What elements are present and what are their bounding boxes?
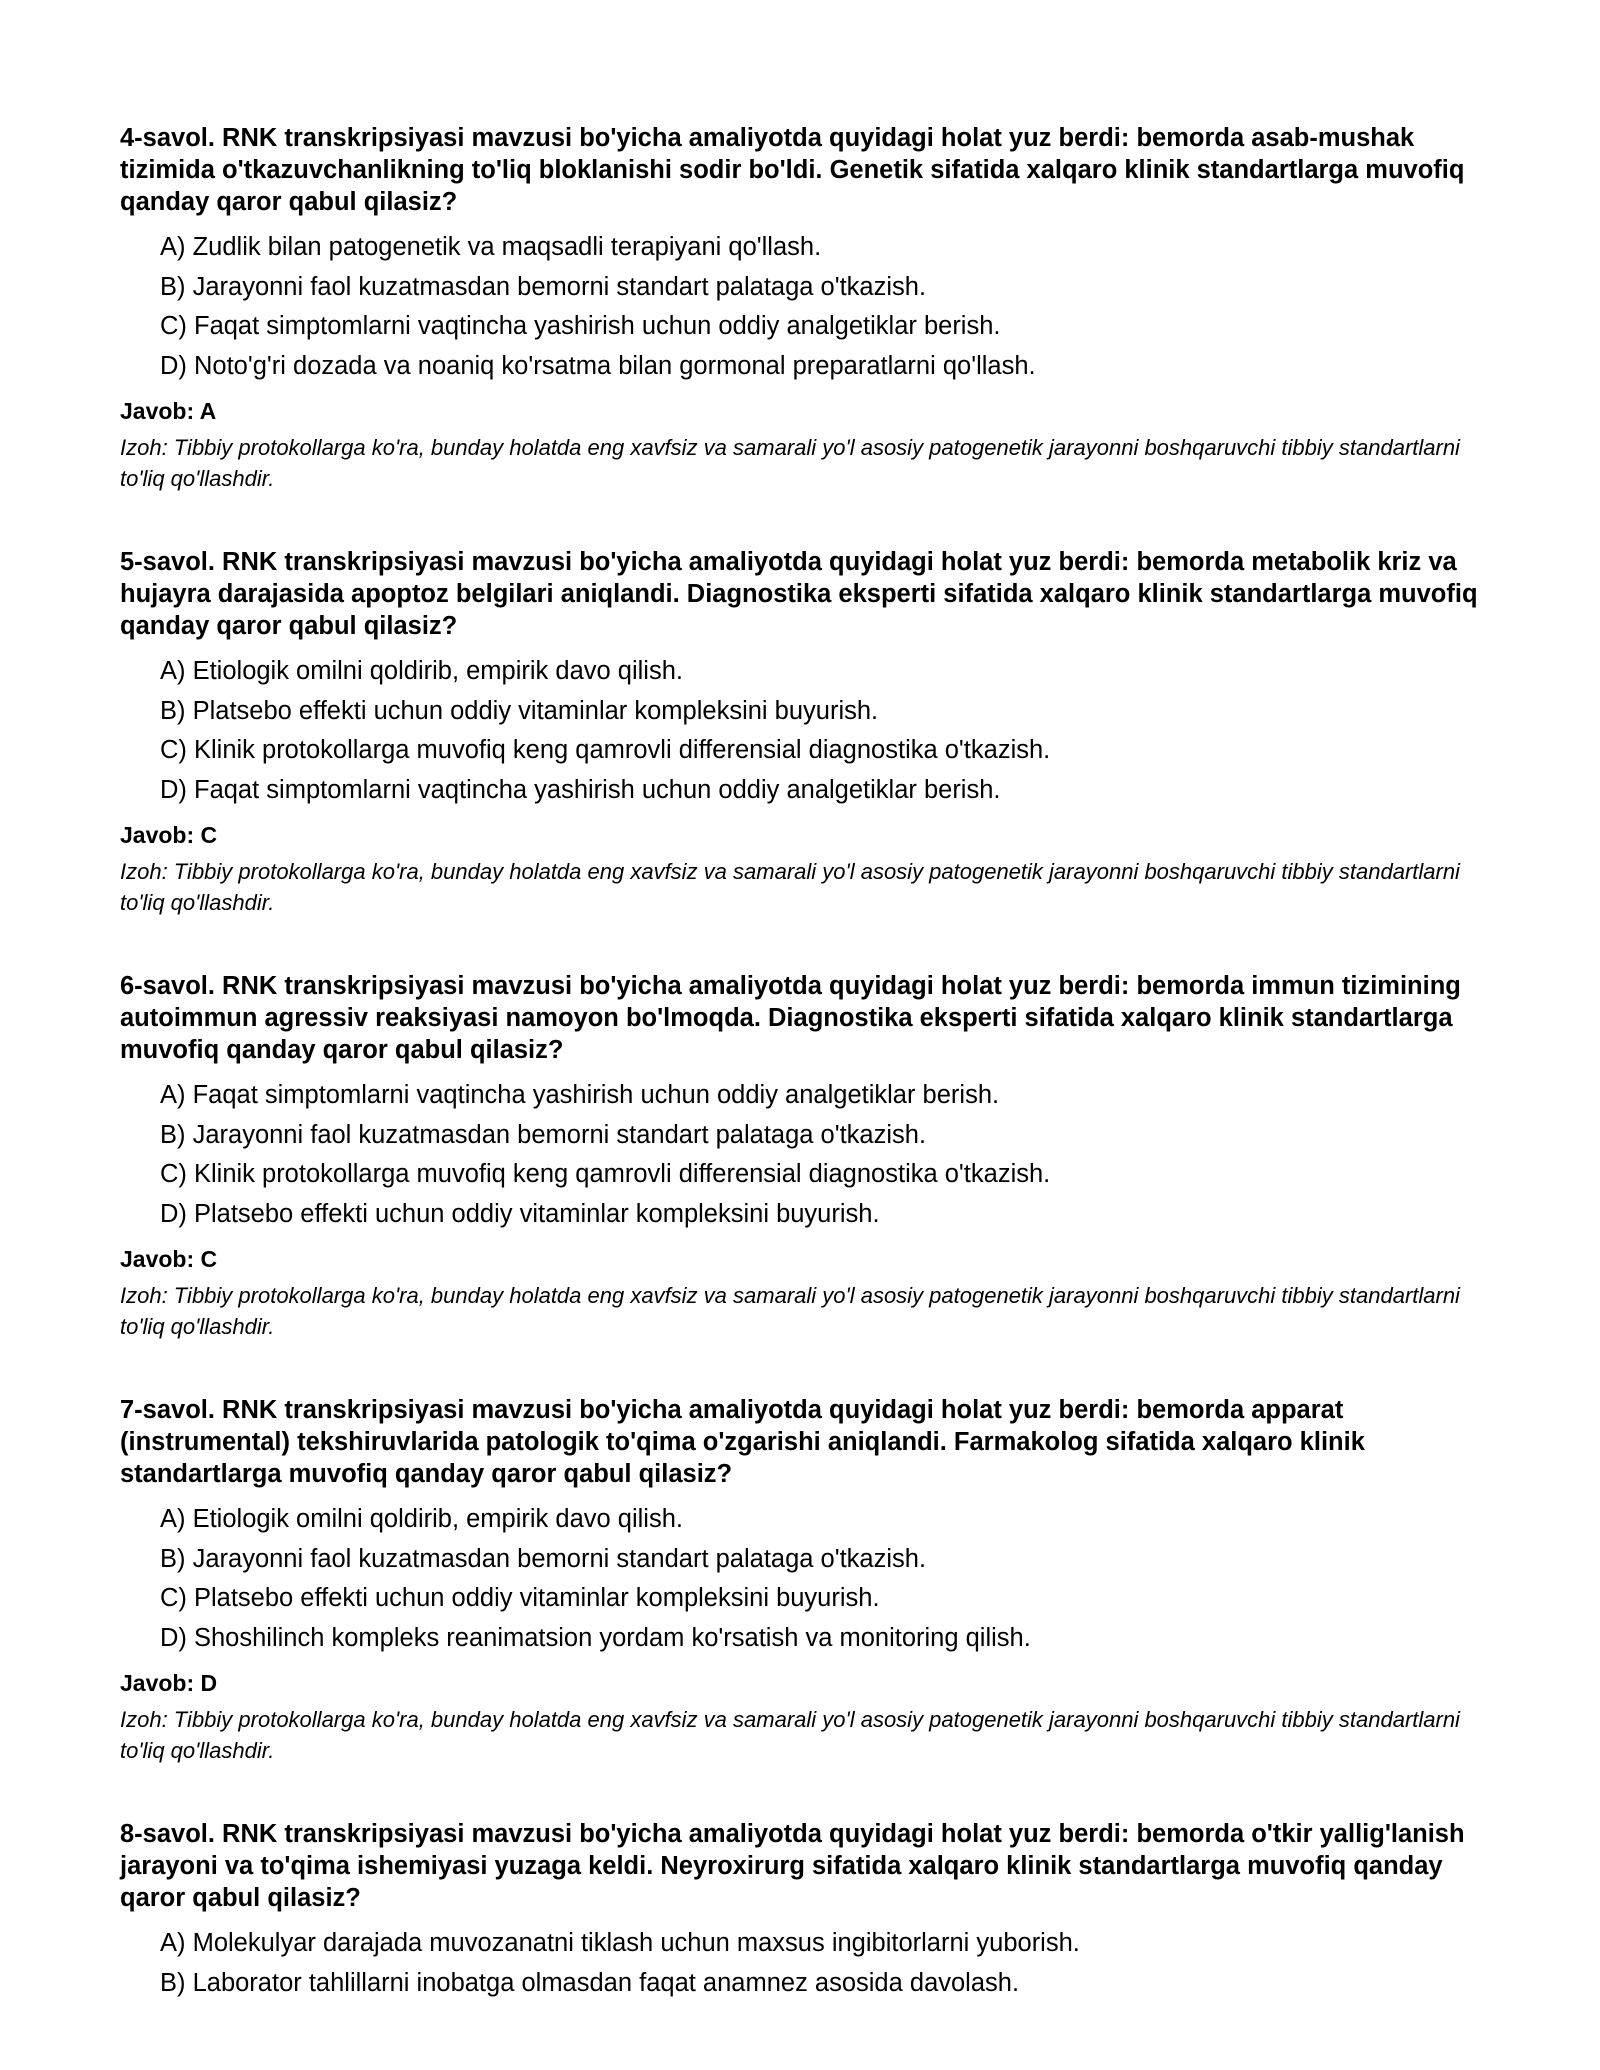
option-a: A) Etiologik omilni qoldirib, empirik davo qilish. bbox=[160, 657, 683, 685]
option-d: D) Platsebo effekti uchun oddiy vitaminlar kompleksini buyurish. bbox=[160, 1199, 880, 1228]
question-title: 5-savol. RNK transkripsiyasi mavzusi bo'yicha amaliyotda quyidagi holat yuz berdi: bemorda metabolik kriz va hujayra darajasida apoptoz belgilari aniqlandi. Diagnostika eksperti sifatida xalqaro klinik standartlarga muvofiq qanday qaror qabul qilasiz? bbox=[120, 548, 1478, 640]
question-8 bbox=[120, 1818, 1480, 2003]
option-b: B) Jarayonni faol kuzatmasdan bemorni standart palataga o'tkazish. bbox=[160, 1120, 927, 1149]
option-d: D) Noto'g'ri dozada va noaniq ko'rsatma bilan gormonal preparatlarni qo'llash. bbox=[160, 351, 1036, 380]
answer-label: Javob: D bbox=[120, 1670, 218, 1696]
option-a: A) Faqat simptomlarni vaqtincha yashirish uchun oddiy analgetiklar berish. bbox=[160, 1081, 1000, 1109]
option-list bbox=[120, 1924, 1480, 2003]
explanation-note: Izoh: Tibbiy protokollarga ko'ra, bunday holatda eng xavfsiz va samarali yo'l asosiy patogenetik jarayonni boshqaruvchi tibbiy standartlarni to'liq qo'llashdir. bbox=[120, 1283, 1460, 1339]
answer-label: Javob: A bbox=[120, 398, 217, 424]
option-c: C) Faqat simptomlarni vaqtincha yashirish uchun oddiy analgetiklar berish. bbox=[160, 312, 1001, 340]
question-7 bbox=[120, 1394, 1480, 1766]
question-4 bbox=[120, 122, 1480, 494]
question-title: 8-savol. RNK transkripsiyasi mavzusi bo'yicha amaliyotda quyidagi holat yuz berdi: bemorda o'tkir yallig'lanish jarayoni va to'qima ishemiyasi yuzaga keldi. Neyroxirurg sifatida xalqaro klinik standartlarga muvofiq qanday qaror qabul qilasiz? bbox=[120, 1820, 1465, 1912]
explanation-note: Izoh: Tibbiy protokollarga ko'ra, bunday holatda eng xavfsiz va samarali yo'l asosiy patogenetik jarayonni boshqaruvchi tibbiy standartlarni to'liq qo'llashdir. bbox=[120, 1707, 1460, 1763]
explanation-note: Izoh: Tibbiy protokollarga ko'ra, bunday holatda eng xavfsiz va samarali yo'l asosiy patogenetik jarayonni boshqaruvchi tibbiy standartlarni to'liq qo'llashdir. bbox=[120, 859, 1460, 915]
option-d: D) Faqat simptomlarni vaqtincha yashirish uchun oddiy analgetiklar berish. bbox=[160, 775, 1001, 804]
question-5 bbox=[120, 546, 1480, 918]
option-list bbox=[120, 1076, 1480, 1234]
option-b: B) Jarayonni faol kuzatmasdan bemorni standart palataga o'tkazish. bbox=[160, 272, 927, 301]
document-page bbox=[120, 122, 1480, 2055]
option-b: B) Laborator tahlillarni inobatga olmasdan faqat anamnez asosida davolash. bbox=[160, 1968, 1020, 1997]
question-6 bbox=[120, 970, 1480, 1342]
option-list bbox=[120, 1500, 1480, 1658]
answer-label: Javob: C bbox=[120, 822, 218, 848]
option-a: A) Etiologik omilni qoldirib, empirik davo qilish. bbox=[160, 1505, 683, 1533]
option-a: A) Zudlik bilan patogenetik va maqsadli terapiyani qo'llash. bbox=[160, 233, 822, 261]
option-list bbox=[120, 652, 1480, 810]
answer-label: Javob: C bbox=[120, 1246, 218, 1272]
question-title: 7-savol. RNK transkripsiyasi mavzusi bo'yicha amaliyotda quyidagi holat yuz berdi: bemorda apparat (instrumental) tekshiruvlarida patologik to'qima o'zgarishi aniqlandi. Farmakolog sifatida xalqaro klinik standartlarga muvofiq qanday qaror qabul qilasiz? bbox=[120, 1396, 1365, 1488]
question-title: 6-savol. RNK transkripsiyasi mavzusi bo'yicha amaliyotda quyidagi holat yuz berdi: bemorda immun tizimining autoimmun agressiv reaksiyasi namoyon bo'lmoqda. Diagnostika eksperti sifatida xalqaro klinik standartlarga muvofiq qanday qaror qabul qilasiz? bbox=[120, 972, 1461, 1064]
option-a: A) Molekulyar darajada muvozanatni tiklash uchun maxsus ingibitorlarni yuborish. bbox=[160, 1929, 1080, 1957]
explanation-note: Izoh: Tibbiy protokollarga ko'ra, bunday holatda eng xavfsiz va samarali yo'l asosiy patogenetik jarayonni boshqaruvchi tibbiy standartlarni to'liq qo'llashdir. bbox=[120, 435, 1460, 491]
option-c: C) Klinik protokollarga muvofiq keng qamrovli differensial diagnostika o'tkazish. bbox=[160, 736, 1051, 764]
option-c: C) Klinik protokollarga muvofiq keng qamrovli differensial diagnostika o'tkazish. bbox=[160, 1160, 1051, 1188]
option-list bbox=[120, 228, 1480, 386]
option-d: D) Shoshilinch kompleks reanimatsion yordam ko'rsatish va monitoring qilish. bbox=[160, 1623, 1031, 1652]
option-b: B) Platsebo effekti uchun oddiy vitaminlar kompleksini buyurish. bbox=[160, 696, 879, 725]
option-c: C) Platsebo effekti uchun oddiy vitaminlar kompleksini buyurish. bbox=[160, 1584, 880, 1612]
option-b: B) Jarayonni faol kuzatmasdan bemorni standart palataga o'tkazish. bbox=[160, 1544, 927, 1573]
question-title: 4-savol. RNK transkripsiyasi mavzusi bo'yicha amaliyotda quyidagi holat yuz berdi: bemorda asab-mushak tizimida o'tkazuvchanlikning to'liq bloklanishi sodir bo'ldi. Genetik sifatida xalqaro klinik standartlarga muvofiq qanday qaror qabul qilasiz? bbox=[120, 124, 1465, 216]
